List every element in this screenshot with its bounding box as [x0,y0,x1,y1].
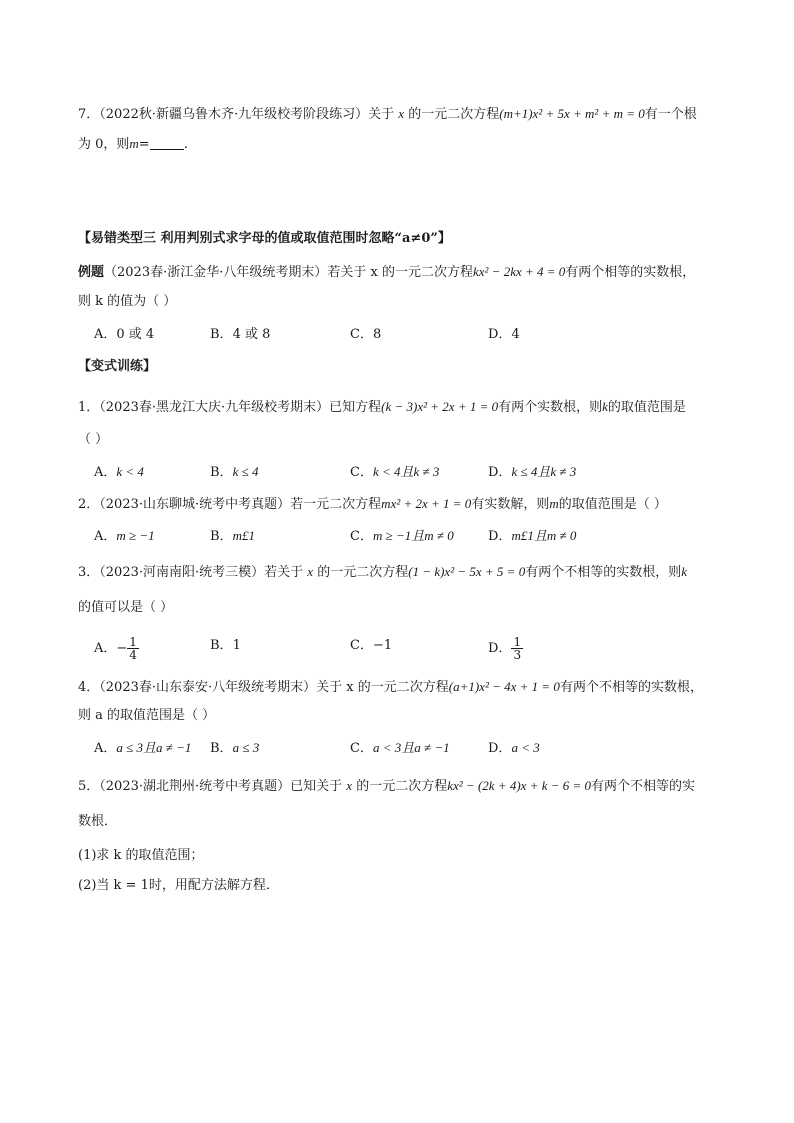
p2-option-a[interactable]: A．m ≥ −1 [94,528,155,544]
example-option-b[interactable]: B．4 或 8 [210,327,271,342]
q7-var: x [398,106,405,121]
p4-text: 有两个不相等的实数根， [559,680,703,695]
p4-text: 关于 x 的一元二次方程 [316,680,449,695]
p3-option-b[interactable]: B．1 [210,638,241,653]
example-option-a[interactable]: A．0 或 4 [94,327,155,342]
fraction: $\frac{1}{4}$ [129,635,137,662]
p3-option-d[interactable]: D． $\frac{1}{3}$ [488,635,522,662]
example-text: 若关于 x 的一元二次方程 [327,265,473,280]
q7-number: 7． [78,107,100,122]
p3-var: x [307,564,314,579]
p2-equation: mx² + 2x + 1 = 0 [381,496,472,511]
p3-text: 若关于 [264,565,304,580]
p5-line1 [78,776,734,797]
p1-option-b[interactable]: B．k ≤ 4 [210,464,259,480]
p5-line2: 数根． [78,814,118,829]
p2-source: （2023·山东聊城·统考中考真题） [99,497,291,512]
p2-option-b[interactable]: B．m£1 [210,528,255,544]
p3-var: k [681,564,687,579]
example-option-c[interactable]: C．8 [350,327,382,342]
p4-option-c[interactable]: C．a < 3且a ≠ −1 [350,740,450,756]
p1-equation: (k − 3)x² + 2x + 1 = 0 [381,399,499,414]
p5-number: 5． [78,779,100,794]
p2-number: 2． [78,497,100,512]
q7-text: 的一元二次方程 [408,107,500,122]
p4-option-b[interactable]: B．a ≤ 3 [210,740,260,756]
q7-text: = [138,137,150,152]
p1-text: 的取值范围是 [607,400,686,415]
p1-source: （2023春·黑龙江大庆·九年级校考期末） [99,400,330,415]
p1-line2: （ ） [78,432,109,447]
q7-line2 [78,134,734,155]
p2-option-d[interactable]: D．m£1且m ≠ 0 [488,528,577,544]
p2-text: 的取值范围是（ ） [558,497,667,512]
p1-text: 有两个实数根，则 [498,400,603,415]
q7-source: （2022秋·新疆乌鲁木齐·九年级校考阶段练习） [99,107,369,122]
p1-option-d[interactable]: D．k ≤ 4且k ≠ 3 [488,464,577,480]
example-equation: kx² − 2kx + 4 = 0 [472,264,566,279]
p1-option-a[interactable]: A．k < 4 [94,464,144,480]
p5-text: 有两个不相等的实 [591,779,696,794]
p3-text: 的一元二次方程 [317,565,409,580]
example-label: 例题 [78,265,105,280]
p5-text: 的一元二次方程 [356,779,448,794]
p4-number: 4． [78,680,100,695]
p3-equation: (1 − k)x² − 5x + 5 = 0 [408,564,526,579]
section-heading: 【易错类型三 利用判别式求字母的值或取值范围时忽略“a≠0”】 [78,231,451,246]
p2-option-c[interactable]: C．m ≥ −1且m ≠ 0 [350,528,454,544]
p3-option-a[interactable]: A．− $\frac{1}{4}$ [94,635,137,662]
p5-equation: kx² − (2k + 4)x + k − 6 = 0 [447,778,592,793]
q7-text: . [183,137,188,152]
p5-sub1: (1)求 k 的取值范围； [78,848,204,863]
q7-text: 为 0，则 [78,137,130,152]
p4-option-d[interactable]: D．a < 3 [488,740,540,756]
p3-option-c[interactable]: C．−1 [350,638,393,653]
p4-equation: (a+1)x² − 4x + 1 = 0 [448,679,560,694]
p5-source: （2023·湖北荆州·统考中考真题） [99,779,291,794]
example-source: （2023春·浙江金华·八年级统考期末） [104,265,328,280]
p3-source: （2023·河南南阳·统考三模） [99,565,265,580]
p5-text: 已知关于 [290,779,343,794]
p2-line1 [78,494,734,515]
example-line2: 则 k 的值为（ ） [78,294,177,309]
p2-text: 若一元二次方程 [290,497,382,512]
p1-option-c[interactable]: C．k < 4且k ≠ 3 [350,464,440,480]
p4-source: （2023春·山东泰安·八年级统考期末） [99,680,317,695]
p1-number: 1． [78,400,100,415]
fraction: $\frac{1}{3}$ [513,635,522,662]
practice-heading: 【变式训练】 [78,359,157,374]
p3-line1 [78,562,734,583]
answer-blank[interactable] [150,137,184,150]
q7-equation: (m+1)x² + 5x + m² + m = 0 [499,106,645,121]
q7-line1 [78,104,734,125]
p4-line2: 则 a 的取值范围是（ ） [78,708,216,723]
example-line1 [78,262,734,283]
p5-var: x [346,778,353,793]
p1-var: k [602,399,608,414]
example-text: 有两个相等的实数根， [565,265,696,280]
p3-number: 3． [78,565,100,580]
p1-line1 [78,397,734,418]
q7-text: 有一个根 [644,107,697,122]
example-option-d[interactable]: D．4 [488,327,520,342]
p4-option-a[interactable]: A．a ≤ 3且a ≠ −1 [94,740,192,756]
q7-var: m [129,136,139,151]
p2-var: m [549,496,559,511]
p3-text: 有两个不相等的实数根，则 [525,565,682,580]
p4-line1 [78,677,734,698]
p5-sub2: (2)当 k = 1时，用配方法解方程． [78,878,279,893]
p3-line2: 的值可以是（ ） [78,600,174,615]
p2-text: 有实数解，则 [471,497,550,512]
p1-text: 已知方程 [329,400,382,415]
q7-text: 关于 [368,107,395,122]
